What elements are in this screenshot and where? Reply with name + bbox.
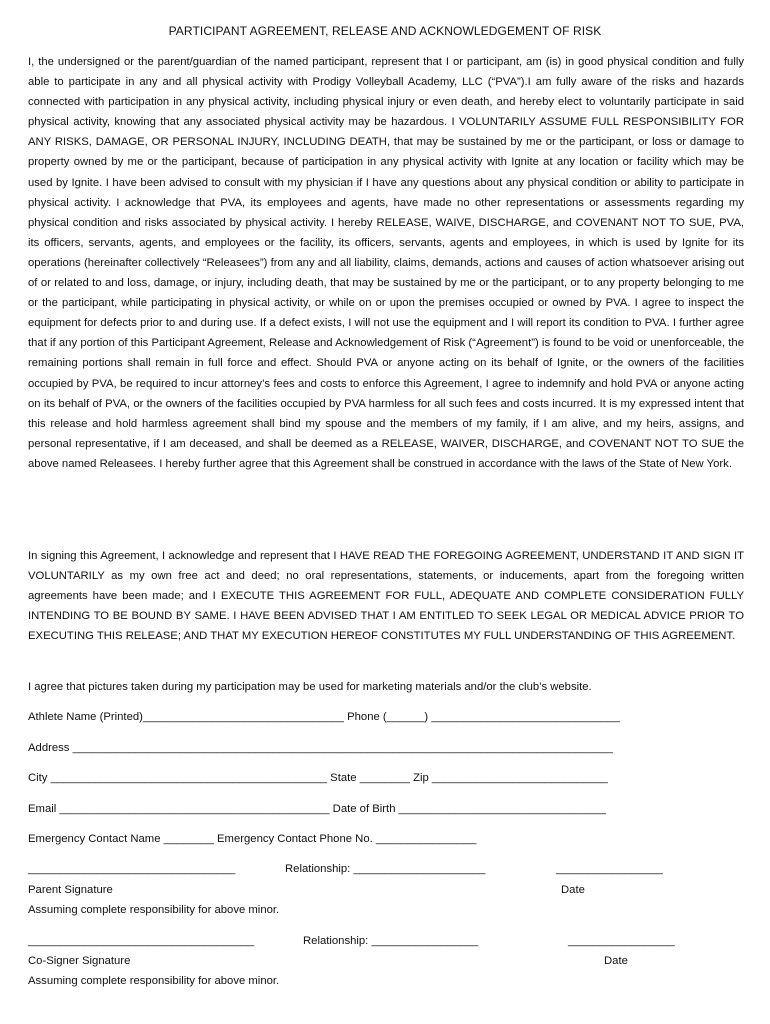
cosigner-responsibility-note: Assuming complete responsibility for above minor.	[28, 975, 280, 987]
cosigner-date-label: Date	[604, 955, 628, 967]
parent-responsibility-note: Assuming complete responsibility for above minor.	[28, 904, 280, 916]
city-state-zip-field[interactable]: City ____________________________________________ State ________ Zip ____________________________	[28, 772, 608, 784]
cosigner-signature-label: Co-Signer Signature	[28, 955, 131, 967]
document-title: PARTICIPANT AGREEMENT, RELEASE AND ACKNOWLEDGEMENT OF RISK	[168, 24, 602, 38]
cosigner-date-line[interactable]: _________________	[568, 935, 675, 947]
cosigner-relationship-field[interactable]: Relationship: _________________	[303, 935, 479, 947]
photo-consent-paragraph: I agree that pictures taken during my participation may be used for marketing materials and/or the club’s website.	[28, 681, 592, 693]
acknowledgement-paragraph: In signing this Agreement, I acknowledge and represent that I HAVE READ THE FOREGOING AGREEMENT, UNDERSTAND IT AND SIGN IT VOLUNTARILY as my own free act and deed; no oral representations, statements, or inducements, apart from the foregoing written agreements have been made; and I EXECUTE THIS AGREEMENT FOR FULL, ADEQUATE AND COMPLETE CONSIDERATION FULLY INTENDING TO BE BOUND BY SAME. I HAVE BEEN ADVISED THAT I AM ENTITLED TO SEEK LEGAL OR MEDICAL ADVICE PRIOR TO EXECUTING THIS RELEASE; AND THAT MY EXECUTION HEREOF CONSTITUTES MY FULL UNDERSTANDING OF THIS AGREEMENT.	[28, 550, 744, 643]
parent-relationship-field[interactable]: Relationship: _____________________	[285, 863, 486, 875]
parent-signature-line[interactable]: _________________________________	[28, 863, 236, 875]
cosigner-signature-line[interactable]: ____________________________________	[28, 935, 255, 947]
address-field[interactable]: Address ______________________________________________________________________________________	[28, 742, 613, 754]
parent-signature-label: Parent Signature	[28, 884, 113, 896]
release-paragraph: I, the undersigned or the parent/guardian of the named participant, represent that I or participant, am (is) in good physical condition and fully able to participate in any and all physical activity with Prodigy Volleyball Academy, LLC (“PVA”).I am fully aware of the risks and hazards connected with participation in any physical activity, including physical injury or even death, and hereby elect to voluntarily participate in said physical activity, knowing that any associated physical activity may be hazardous. I VOLUNTARILY ASSUME FULL RESPONSIBILITY FOR ANY RISKS, DAMAGE, OR PERSONAL INJURY, INCLUDING DEATH, that may be sustained by me or the participant, or loss or damage to property owned by me or the participant, because of participation in any physical activity with Ignite at any location or facility which may be used by Ignite. I have been advised to consult with my physician if I have any questions about any physical condition or ability to participate in physical activity. I acknowledge that PVA, its employees and agents, have made no other representations or assessments regarding my physical condition and risks associated by physical activity. I hereby RELEASE, WAIVE, DISCHARGE, and COVENANT NOT TO SUE, PVA, its officers, servants, agents, and employees or the facility, its officers, servants, agents and employees, in which is used by Ignite for its operations (hereinafter collectively “Releasees”) from any and all liability, claims, demands, actions and causes of action whatsoever arising out of or related to and loss, damage, or injury, including death, that may be sustained by me or the participant, or to any property belonging to me or the participant, while participating in physical activity, or while on or upon the premises occupied or owned by PVA. I agree to inspect the equipment for defects prior to and during use. If a defect exists, I will not use the equipment and I will report its condition to PVA. I further agree that if any portion of this Participant Agreement, Release and Acknowledgement of Risk (“Agreement”) is found to be void or unenforceable, the remaining portions shall remain in full force and effect. Should PVA or anyone acting on its behalf of Ignite, or the owners of the facilities occupied by PVA, be required to incur attorney’s fees and costs to enforce this Agreement, I agree to indemnify and hold PVA or anyone acting on its behalf of PVA, or the owners of the facilities occupied by PVA harmless for all such fees and costs incurred. It is my expressed intent that this release and hold harmless agreement shall bind my spouse and the members of my family, if I am alive, and my heirs, assigns, and personal representative, if I am deceased, and shall be deemed as a RELEASE, WAIVER, DISCHARGE, and COVENANT NOT TO SUE the above named Releasees. I hereby further agree that this Agreement shall be construed in accordance with the laws of the State of New York.	[28, 56, 744, 470]
emergency-contact-field[interactable]: Emergency Contact Name ________ Emergency Contact Phone No. ________________	[28, 833, 477, 845]
parent-date-line[interactable]: _________________	[556, 863, 663, 875]
athlete-name-phone-field[interactable]: Athlete Name (Printed)________________________________ Phone (______) ______________________________	[28, 711, 620, 723]
parent-date-label: Date	[561, 884, 585, 896]
email-dob-field[interactable]: Email ___________________________________________ Date of Birth _________________________________	[28, 803, 606, 815]
